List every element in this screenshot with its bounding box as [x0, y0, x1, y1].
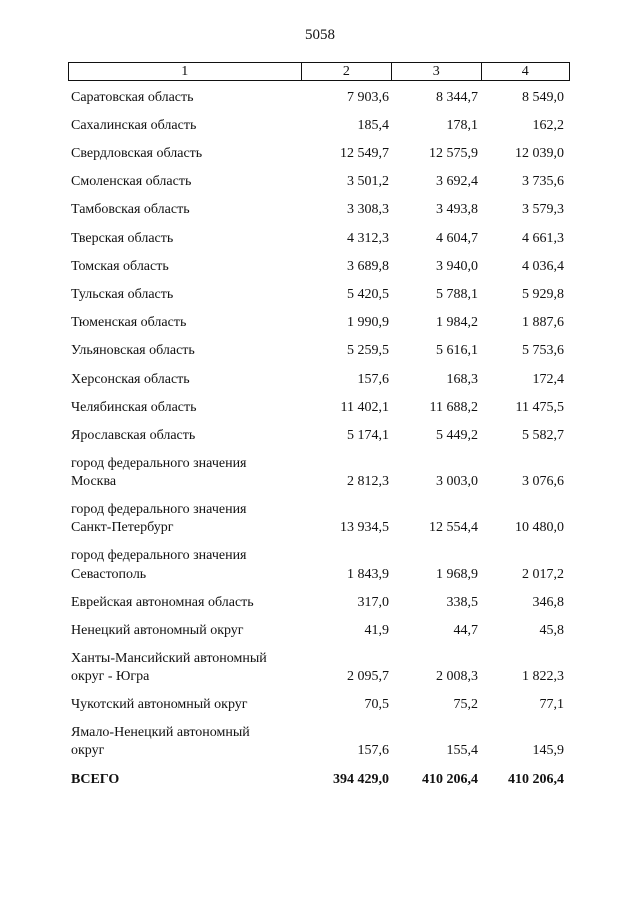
region-name-line-2: округ - Югра — [71, 669, 150, 685]
value-col-4: 1 887,6 — [522, 315, 564, 331]
region-name: Тюменская область — [71, 315, 187, 331]
table-row — [68, 494, 570, 540]
value-col-4: 10 480,0 — [515, 520, 564, 536]
value-col-2: 12 549,7 — [340, 146, 389, 162]
column-header-4: 4 — [481, 63, 569, 80]
table-row — [68, 250, 570, 278]
value-col-2: 185,4 — [357, 117, 389, 133]
table-row — [68, 166, 570, 194]
value-col-4: 3 076,6 — [522, 474, 564, 490]
value-col-3: 44,7 — [453, 622, 478, 638]
value-col-4: 3 735,6 — [522, 174, 564, 190]
region-name — [68, 724, 301, 761]
value-col-3: 75,2 — [453, 697, 478, 713]
data-table — [68, 62, 570, 792]
table-row — [68, 586, 570, 614]
table-row — [68, 391, 570, 419]
region-name: Свердловская область — [71, 146, 203, 162]
table-body — [68, 81, 570, 792]
table-row — [68, 278, 570, 306]
value-col-3: 3 692,4 — [436, 174, 478, 190]
region-name: Смоленская область — [71, 174, 192, 190]
value-col-2: 5 420,5 — [347, 287, 389, 302]
table-row — [68, 109, 570, 137]
value-col-2: 1 843,9 — [347, 566, 389, 582]
total-label: ВСЕГО — [71, 772, 120, 788]
region-name: Челябинская область — [71, 399, 197, 415]
value-col-3: 168,3 — [446, 371, 478, 387]
value-col-4: 4 036,4 — [522, 258, 564, 274]
table-row — [68, 717, 570, 763]
value-col-4: 77,1 — [539, 697, 564, 713]
value-col-4: 3 579,3 — [522, 202, 564, 218]
table-row — [68, 194, 570, 222]
value-col-4: 11 475,5 — [515, 399, 564, 415]
value-col-3: 12 554,4 — [429, 520, 478, 536]
region-name: Ненецкий автономный округ — [71, 622, 244, 638]
value-col-2: 4 312,3 — [347, 230, 389, 246]
region-name-line-1: город федерального значения — [71, 548, 247, 563]
value-col-3: 5 788,1 — [436, 287, 478, 302]
region-name: Тамбовская область — [71, 202, 190, 218]
value-col-4: 5 582,7 — [522, 427, 564, 443]
value-col-4: 145,9 — [532, 743, 564, 759]
value-col-4: 1 822,3 — [522, 669, 564, 685]
region-name: Томская область — [71, 258, 169, 274]
table-row — [68, 307, 570, 335]
table-row — [68, 540, 570, 586]
region-name: Херсонская область — [71, 371, 190, 387]
total-col-3: 410 206,4 — [422, 772, 478, 788]
table-row — [68, 222, 570, 250]
region-name: Тверская область — [71, 230, 174, 246]
region-name: Чукотский автономный округ — [71, 697, 248, 713]
region-name-line-1: Ямало-Ненецкий автономный — [71, 724, 250, 740]
region-name — [68, 455, 301, 492]
value-col-3: 1 984,2 — [436, 315, 478, 331]
value-col-3: 3 003,0 — [436, 474, 478, 490]
region-name: Ульяновская область — [71, 343, 195, 359]
value-col-4: 5 753,6 — [522, 343, 564, 359]
value-col-4: 5 929,8 — [522, 287, 564, 302]
table-header-row — [68, 62, 570, 81]
value-col-3: 4 604,7 — [436, 230, 478, 246]
value-col-2: 2 095,7 — [347, 669, 389, 685]
region-name-line-1: Ханты-Мансийский автономный — [71, 650, 267, 666]
table-row — [68, 614, 570, 642]
region-name-line-1: город федерального значения — [71, 501, 247, 517]
value-col-4: 162,2 — [532, 117, 564, 133]
value-col-3: 338,5 — [446, 594, 478, 610]
value-col-2: 1 990,9 — [347, 315, 389, 331]
table-row — [68, 419, 570, 447]
region-name-line-2: Москва — [71, 474, 117, 490]
total-col-2: 394 429,0 — [333, 772, 389, 788]
total-row — [68, 763, 570, 792]
table-row — [68, 642, 570, 688]
value-col-3: 12 575,9 — [429, 146, 478, 162]
page-number: 5058 — [305, 27, 335, 43]
value-col-2: 157,6 — [357, 371, 389, 387]
value-col-2: 11 402,1 — [340, 399, 389, 415]
value-col-2: 2 812,3 — [347, 474, 389, 490]
value-col-4: 12 039,0 — [515, 146, 564, 162]
region-name — [68, 501, 301, 538]
value-col-2: 70,5 — [364, 697, 389, 713]
value-col-2: 317,0 — [357, 594, 389, 610]
value-col-2: 5 174,1 — [347, 427, 389, 443]
region-name: Саратовская область — [71, 89, 194, 105]
column-header-1: 1 — [181, 64, 189, 79]
value-col-2: 3 501,2 — [347, 174, 389, 190]
value-col-3: 1 968,9 — [436, 566, 478, 582]
table-row — [68, 447, 570, 493]
value-col-3: 3 493,8 — [436, 202, 478, 218]
value-col-2: 157,6 — [357, 743, 389, 759]
total-col-4: 410 206,4 — [508, 772, 564, 788]
value-col-3: 2 008,3 — [436, 669, 478, 685]
region-name-line-2: Санкт-Петербург — [71, 520, 174, 536]
column-header-3: 3 — [391, 63, 480, 80]
region-name-line-2: округ — [71, 743, 105, 759]
region-name: Ярославская область — [71, 427, 196, 443]
table-row — [68, 335, 570, 363]
value-col-4: 45,8 — [539, 622, 564, 638]
table-row — [68, 81, 570, 109]
value-col-2: 3 689,8 — [347, 258, 389, 274]
value-col-3: 11 688,2 — [429, 399, 478, 415]
value-col-4: 2 017,2 — [522, 566, 564, 582]
table-row — [68, 137, 570, 165]
region-name: Тульская область — [71, 287, 174, 302]
value-col-2: 13 934,5 — [340, 520, 389, 536]
value-col-3: 178,1 — [446, 117, 478, 133]
region-name — [68, 547, 301, 584]
region-name-line-1: город федерального значения — [71, 455, 247, 471]
region-name: Сахалинская область — [71, 117, 197, 133]
value-col-2: 41,9 — [364, 622, 389, 638]
value-col-3: 5 616,1 — [436, 343, 478, 359]
value-col-3: 8 344,7 — [436, 89, 478, 105]
value-col-3: 3 940,0 — [436, 258, 478, 274]
value-col-4: 346,8 — [532, 594, 564, 610]
column-header-2: 2 — [301, 63, 391, 80]
value-col-2: 5 259,5 — [347, 343, 389, 359]
value-col-3: 155,4 — [446, 743, 478, 759]
table-row — [68, 363, 570, 391]
value-col-3: 5 449,2 — [436, 427, 478, 443]
value-col-4: 172,4 — [532, 371, 564, 387]
value-col-2: 7 903,6 — [347, 89, 389, 105]
value-col-2: 3 308,3 — [347, 202, 389, 218]
table-row — [68, 689, 570, 717]
region-name: Еврейская автономная область — [71, 594, 254, 610]
value-col-4: 4 661,3 — [522, 230, 564, 246]
region-name-line-2: Севастополь — [71, 566, 147, 582]
region-name — [68, 650, 301, 687]
value-col-4: 8 549,0 — [522, 89, 564, 105]
